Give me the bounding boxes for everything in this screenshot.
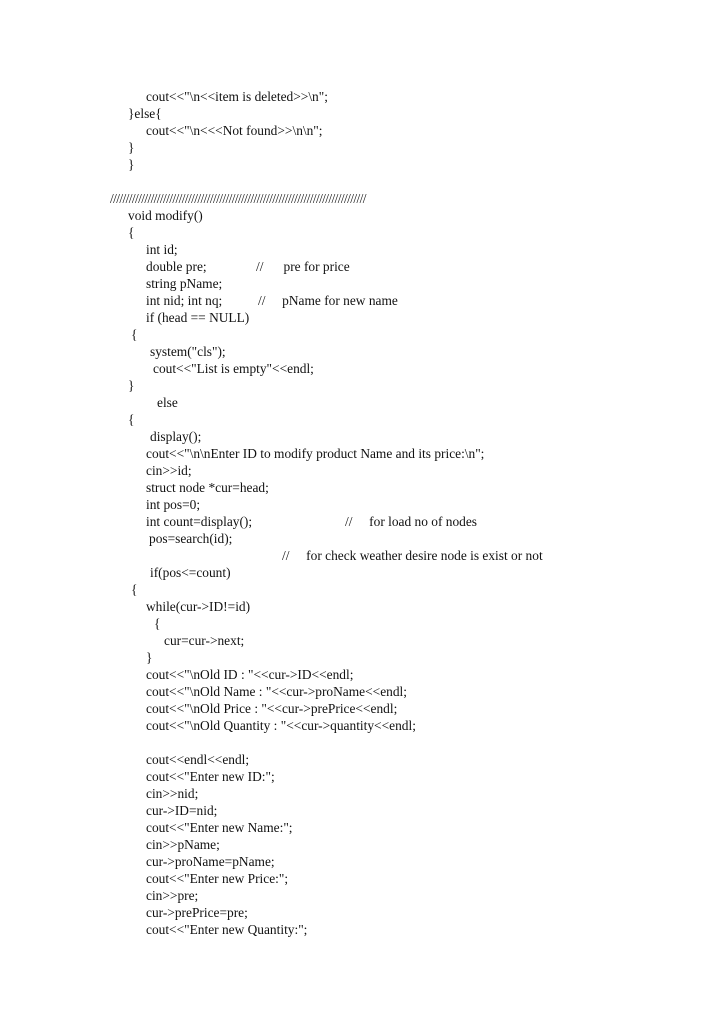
code-line: cur->proName=pName; [146, 854, 275, 869]
code-line: { [131, 582, 138, 597]
code-line: } [128, 378, 135, 393]
code-line: string pName; [146, 276, 223, 291]
code-line: cout<<"\n<<<Not found>>\n\n"; [146, 123, 323, 138]
code-line: cur->ID=nid; [146, 803, 218, 818]
code-comment: // for load no of nodes [345, 514, 478, 529]
code-comment: // pre for price [256, 259, 350, 274]
code-comment: // pName for new name [258, 293, 398, 308]
code-line: cout<<"\n\nEnter ID to modify product Name and its price:\n"; [146, 446, 485, 461]
code-line: cout<<"\nOld Name : "<<cur->proName<<endl; [146, 684, 407, 699]
code-line: if(pos<=count) [150, 565, 231, 580]
code-line: { [131, 327, 138, 342]
code-line: cur=cur->next; [164, 633, 245, 648]
code-line: pos=search(id); [149, 531, 233, 546]
code-line: cin>>id; [146, 463, 192, 478]
code-line: int count=display(); [146, 514, 253, 529]
code-line: else [157, 395, 178, 410]
code-line: cin>>nid; [146, 786, 199, 801]
separator-line: ////////////////////////////////////////////////////////////////////////////////// [110, 191, 366, 206]
code-line: cin>>pre; [146, 888, 199, 903]
code-comment: // for check weather desire node is exist or not [282, 548, 543, 563]
code-line: int nid; int nq; [146, 293, 223, 308]
code-line: } [146, 650, 153, 665]
code-line: cout<<"List is empty"<<endl; [153, 361, 314, 376]
code-line: display(); [150, 429, 202, 444]
code-line: cout<<"Enter new Name:"; [146, 820, 293, 835]
code-line: double pre; [146, 259, 207, 274]
code-line: cout<<endl<<endl; [146, 752, 250, 767]
code-line: { [128, 412, 135, 427]
code-line: struct node *cur=head; [146, 480, 269, 495]
code-line: } [128, 140, 135, 155]
code-line: int id; [146, 242, 178, 257]
code-line: }else{ [128, 106, 162, 121]
code-line: cout<<"Enter new Price:"; [146, 871, 289, 886]
code-line: void modify() [128, 208, 203, 223]
code-line: while(cur->ID!=id) [146, 599, 251, 614]
code-line: cout<<"\nOld Price : "<<cur->prePrice<<endl; [146, 701, 398, 716]
code-line: } [128, 157, 135, 172]
code-line: cout<<"\nOld ID : "<<cur->ID<<endl; [146, 667, 354, 682]
code-line: { [128, 225, 135, 240]
code-line: if (head == NULL) [146, 310, 250, 325]
code-line: system("cls"); [150, 344, 226, 359]
code-line: int pos=0; [146, 497, 201, 512]
code-line: cout<<"\nOld Quantity : "<<cur->quantity<<endl; [146, 718, 416, 733]
code-line: cin>>pName; [146, 837, 220, 852]
code-line: cout<<"Enter new Quantity:"; [146, 922, 308, 937]
code-line: { [154, 616, 161, 631]
code-line: cout<<"Enter new ID:"; [146, 769, 275, 784]
code-line: cout<<"\n<<item is deleted>>\n"; [146, 89, 328, 104]
code-line: cur->prePrice=pre; [146, 905, 248, 920]
